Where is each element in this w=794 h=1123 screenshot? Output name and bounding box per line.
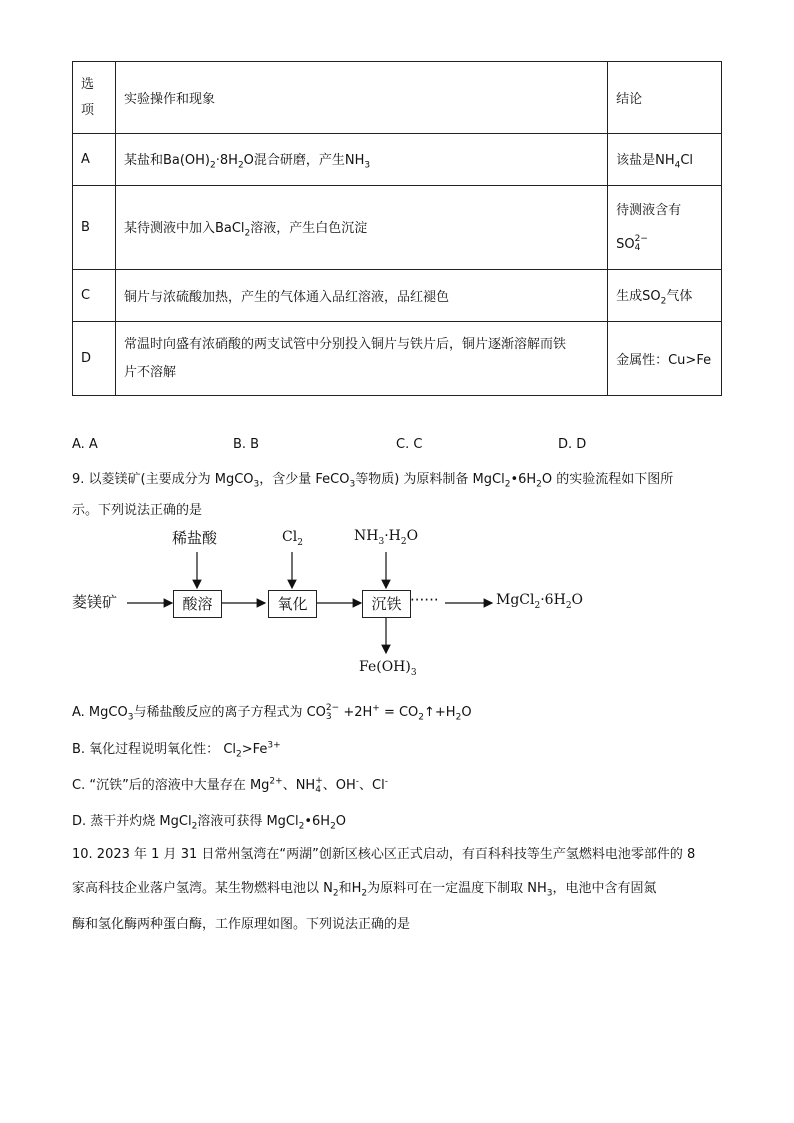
row-conclusion: 金属性：Cu>Fe	[608, 322, 722, 396]
q9-option-c: C. “沉铁”后的溶液中大量存在 $Mg^{2+}$、NH+ 4 、OH-、Cl-	[72, 775, 388, 795]
q10-line2: 家高科技企业落户氢湾。某生物燃料电池以 $N_2$和$H_2$为原料可在一定温度下制取 $NH_3$，电池中含有固氮	[72, 881, 657, 899]
q9-stem-line2: 示。下列说法正确的是	[72, 503, 203, 518]
flow-byproduct: $Fe(OH)_3$	[359, 659, 417, 678]
q9-option-b: B. 氧化过程说明氧化性： $Cl_2>Fe^{3+}$	[72, 740, 281, 760]
row-operation: 常温时向盛有浓硝酸的两支试管中分别投入铜片与铁片后，铜片逐渐溶解而铁 片不溶解	[115, 322, 607, 396]
flow-reagent-hcl: 稀盐酸	[172, 529, 218, 547]
flow-product: $MgCl_2\cdot 6H_2O$	[496, 592, 584, 611]
row-conclusion: 待测液含有 SO2− 4	[608, 186, 722, 270]
q8-option-b: B. B	[233, 437, 260, 452]
q10-line1: 10. 2023 年 1 月 31 日常州氢湾在“两湖”创新区核心区正式启动，有百科科技等生产氢燃料电池零部件的 8	[72, 847, 696, 862]
row-operation: 铜片与浓硫酸加热，产生的气体通入品红溶液，品红褪色	[115, 270, 607, 322]
row-label: C	[73, 270, 116, 322]
row-conclusion: 生成$SO_2$气体	[608, 270, 722, 322]
q9-stem-line1: 9. 以菱镁矿(主要成分为 MgCO$_3$，含少量 FeCO$_3$等物质) 为原料制备 $MgCl_2•6H_2O$ 的实验流程如下图所	[72, 472, 674, 490]
flow-reagent-cl2: $Cl_2$	[282, 529, 303, 548]
row-label: A	[73, 134, 116, 186]
header-option: 选 项	[73, 62, 116, 134]
flow-step-oxidize: 氧化	[268, 590, 317, 618]
flow-dots: ······	[410, 591, 439, 609]
flow-reagent-nh3h2o: $NH_3\cdot H_2O$	[354, 528, 419, 547]
q8-option-c: C. C	[396, 437, 423, 452]
row-label: D	[73, 322, 116, 396]
q8-option-d: D. D	[558, 437, 587, 452]
header-operation: 实验操作和现象	[115, 62, 607, 134]
q9-option-a: A. MgCO$_3$与稀盐酸反应的离子方程式为 CO2− $3 +2H^+ = CO_2↑+H_2O$	[72, 702, 472, 723]
q8-option-a: A. A	[72, 437, 98, 452]
row-operation: 某待测液中加入BaCl$_2$溶液，产生白色沉淀	[115, 186, 607, 270]
flow-start-label: 菱镁矿	[72, 593, 118, 611]
flow-step-iron: 沉铁	[362, 590, 411, 618]
q10-line3: 酶和氢化酶两种蛋白酶，工作原理如图。下列说法正确的是	[72, 917, 411, 932]
row-conclusion: 该盐是$NH_4Cl$	[608, 134, 722, 186]
q9-option-d: D. 蒸干并灼烧 MgCl$_2$溶液可获得 $MgCl_2•6H_2O$	[72, 814, 347, 832]
header-conclusion: 结论	[608, 62, 722, 134]
row-label: B	[73, 186, 116, 270]
flow-step-acid: 酸溶	[173, 590, 222, 618]
row-operation: 某盐和$Ba(OH)_2\cdot 8H_2O$混合研磨，产生$NH_3$	[115, 134, 607, 186]
